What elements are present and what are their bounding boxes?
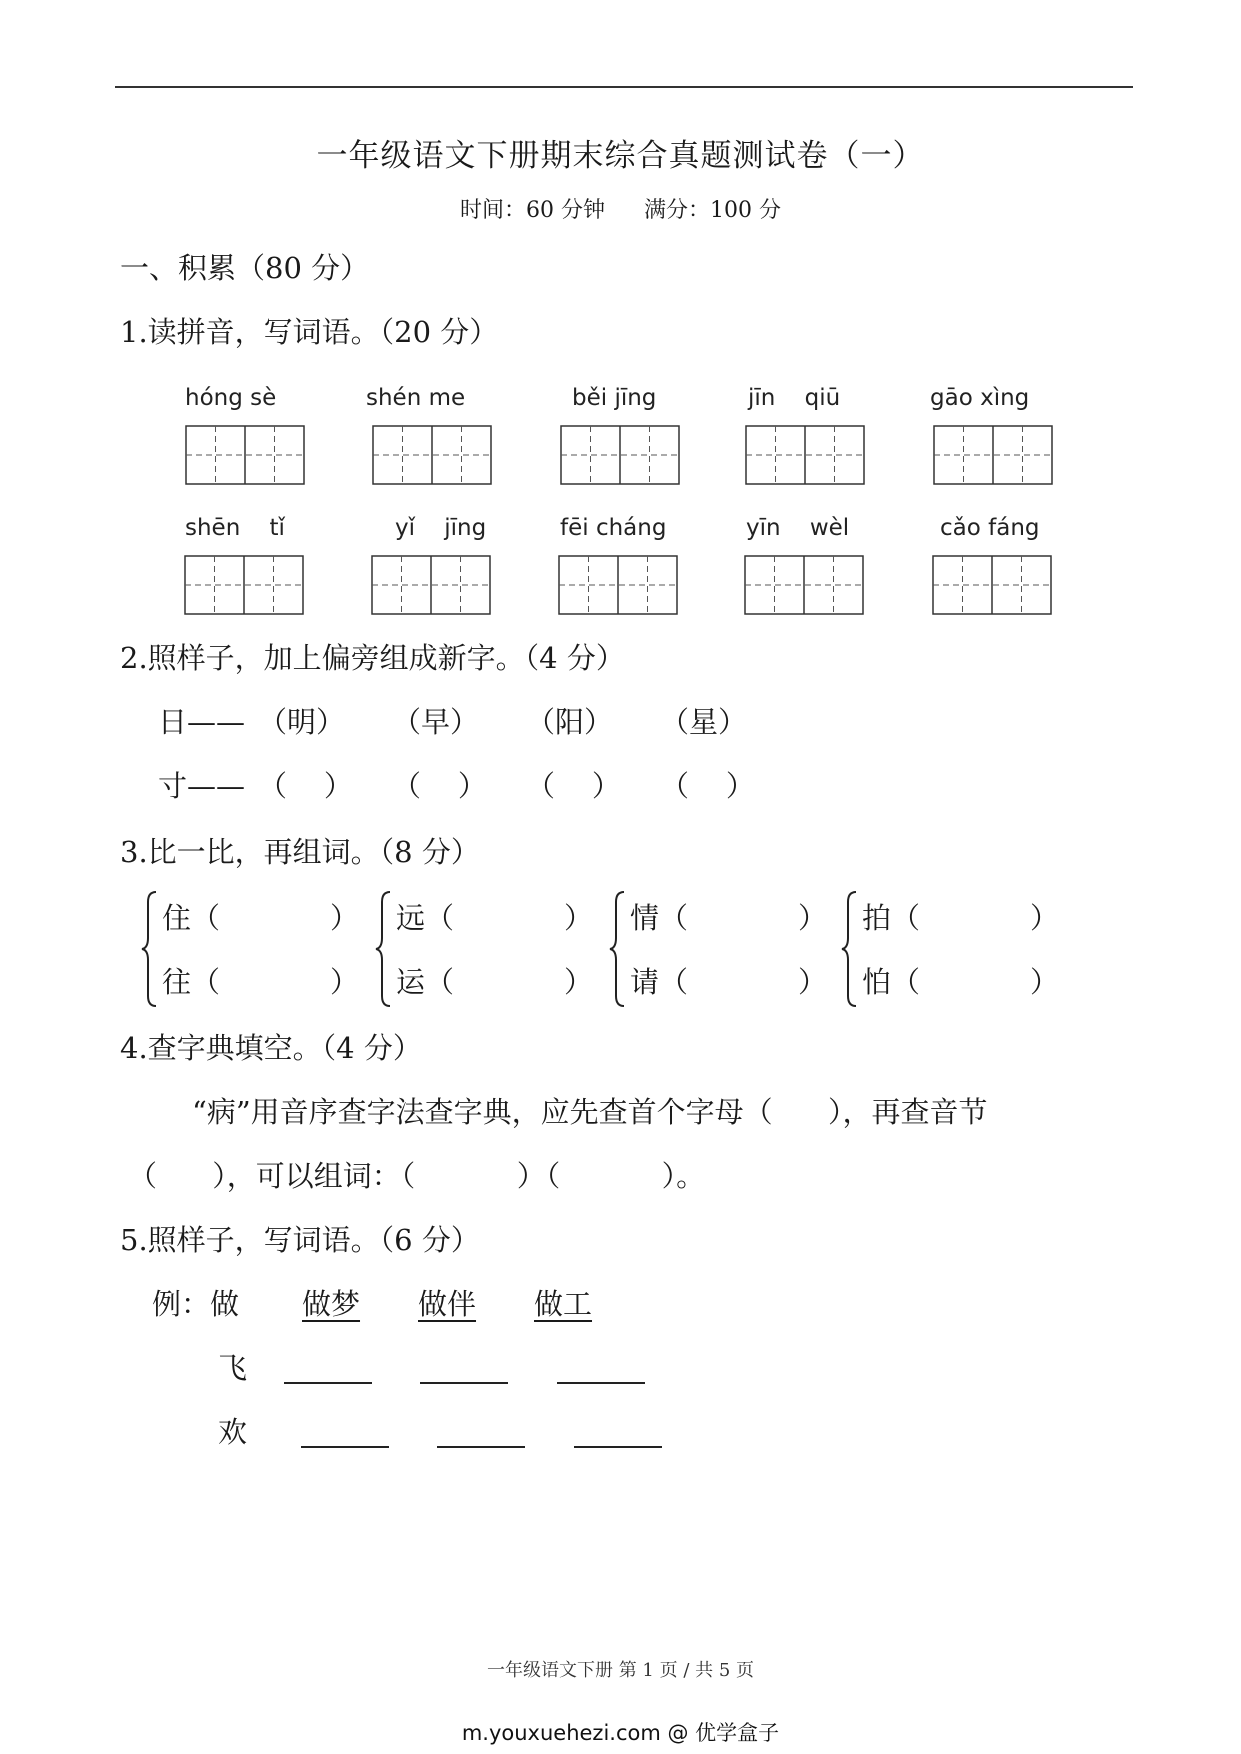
answer-bracket: （早） xyxy=(392,705,480,739)
writing-grid[interactable] xyxy=(560,425,680,485)
writing-grid[interactable] xyxy=(371,555,491,615)
pinyin-label: jīn qiū xyxy=(748,385,841,411)
question-2-heading: 2.照样子，加上偏旁组成新字。（4 分） xyxy=(120,641,625,675)
brace-icon xyxy=(140,890,160,1008)
answer-line[interactable] xyxy=(557,1382,645,1384)
question-3-heading: 3.比一比，再组词。（8 分） xyxy=(120,835,480,869)
pinyin-label: gāo xìng xyxy=(930,385,1030,411)
base-char: 欢 xyxy=(218,1415,248,1449)
question-4-line: “病”用音序查字法查字典，应先查首个字母（ ），再查音节 xyxy=(192,1095,988,1129)
close-bracket: ） xyxy=(798,965,828,999)
radical-label: 日—— xyxy=(158,705,246,739)
close-bracket: ） xyxy=(564,965,594,999)
writing-grid[interactable] xyxy=(185,425,305,485)
pinyin-label: yīn wèl xyxy=(746,515,850,541)
example-word: 做梦 xyxy=(302,1287,361,1321)
close-bracket: ） xyxy=(330,965,360,999)
char-prompt: 情（ xyxy=(630,901,689,935)
example-label: 例：做 xyxy=(152,1287,240,1321)
answer-bracket: （星） xyxy=(660,705,748,739)
pinyin-label: shén me xyxy=(366,385,466,411)
writing-grid[interactable] xyxy=(372,425,492,485)
close-bracket: ） xyxy=(798,901,828,935)
char-prompt: 远（ xyxy=(396,901,455,935)
question-1-heading: 1.读拼音，写词语。（20 分） xyxy=(120,315,499,349)
writing-grid[interactable] xyxy=(744,555,864,615)
char-prompt: 拍（ xyxy=(862,901,921,935)
answer-blank[interactable]: （ ） xyxy=(526,769,621,803)
writing-grid[interactable] xyxy=(558,555,678,615)
char-prompt: 怕（ xyxy=(862,965,921,999)
time-limit: 时间：60 分钟 xyxy=(460,198,605,223)
pinyin-label: cǎo fáng xyxy=(940,515,1040,541)
answer-blank[interactable]: （ ） xyxy=(392,769,487,803)
close-bracket: ） xyxy=(564,901,594,935)
close-bracket: ） xyxy=(1030,965,1060,999)
char-prompt: 运（ xyxy=(396,965,455,999)
answer-blank[interactable]: （ ） xyxy=(660,769,755,803)
answer-line[interactable] xyxy=(420,1382,508,1384)
pinyin-label: yǐ jīng xyxy=(395,515,487,541)
char-prompt: 请（ xyxy=(630,965,689,999)
answer-line[interactable] xyxy=(284,1382,372,1384)
header-rule xyxy=(115,86,1133,88)
char-prompt: 往（ xyxy=(162,965,221,999)
writing-grid[interactable] xyxy=(933,425,1053,485)
page-title: 一年级语文下册期末综合真题测试卷（一） xyxy=(316,138,925,174)
pinyin-label: shēn tǐ xyxy=(185,515,285,541)
question-5-heading: 5.照样子，写词语。（6 分） xyxy=(120,1223,480,1257)
exam-info xyxy=(0,193,1241,224)
brace-icon xyxy=(374,890,394,1008)
answer-bracket: （明） xyxy=(258,705,346,739)
close-bracket: ） xyxy=(1030,901,1060,935)
site-watermark: m.youxuehezi.com @ 优学盒子 xyxy=(461,1721,780,1745)
writing-grid[interactable] xyxy=(184,555,304,615)
question-4-heading: 4.查字典填空。（4 分） xyxy=(120,1031,422,1065)
char-prompt: 住（ xyxy=(162,901,221,935)
answer-bracket: （阳） xyxy=(526,705,614,739)
answer-line[interactable] xyxy=(574,1446,662,1448)
base-char: 飞 xyxy=(218,1351,248,1385)
pinyin-label: běi jīng xyxy=(572,385,657,411)
writing-grid[interactable] xyxy=(932,555,1052,615)
answer-line[interactable] xyxy=(437,1446,525,1448)
pinyin-label: hóng sè xyxy=(185,385,277,411)
writing-grid[interactable] xyxy=(745,425,865,485)
brace-icon xyxy=(608,890,628,1008)
full-score: 满分：100 分 xyxy=(644,198,781,223)
radical-label: 寸—— xyxy=(158,769,246,803)
close-bracket: ） xyxy=(330,901,360,935)
section-heading: 一、积累（80 分） xyxy=(120,251,370,285)
pinyin-label: fēi cháng xyxy=(560,515,667,541)
example-word: 做伴 xyxy=(418,1287,477,1321)
answer-line[interactable] xyxy=(301,1446,389,1448)
question-4-line: （ ），可以组词：（ ）（ ）。 xyxy=(128,1159,706,1193)
example-word: 做工 xyxy=(534,1287,593,1321)
page-footer: 一年级语文下册 第 1 页 / 共 5 页 xyxy=(486,1660,755,1681)
answer-blank[interactable]: （ ） xyxy=(258,769,353,803)
brace-icon xyxy=(840,890,860,1008)
